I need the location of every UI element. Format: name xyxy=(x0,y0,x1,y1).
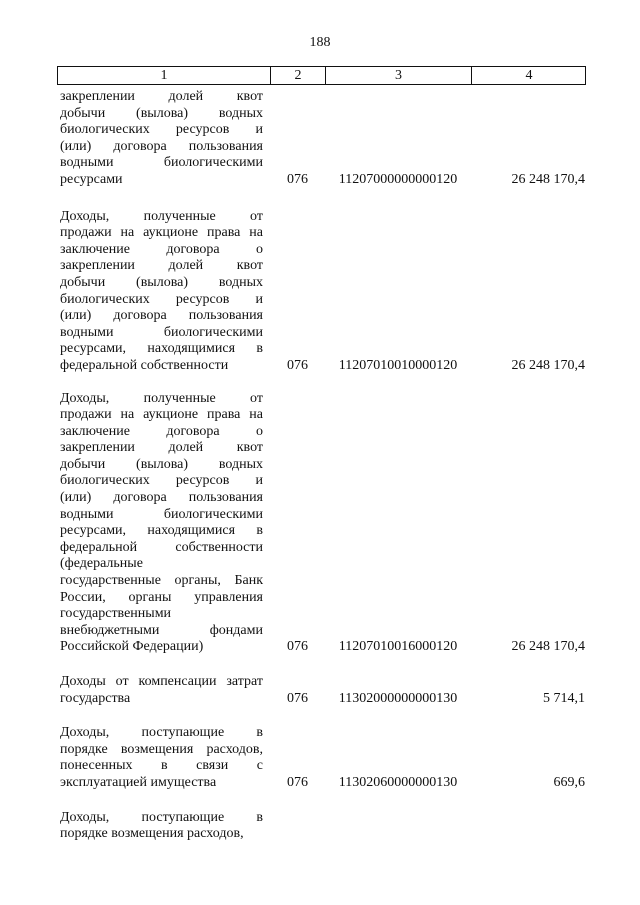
page-number: 188 xyxy=(309,35,331,50)
admin-code: 076 xyxy=(287,357,308,373)
admin-code: 076 xyxy=(287,690,308,706)
description-line: Доходы от компенсации затрат xyxy=(60,674,263,689)
table-row xyxy=(57,391,586,657)
description-line: (или) договора пользования xyxy=(60,308,263,324)
description-line: заключение договора о xyxy=(60,423,263,439)
description-line: заключение договора о xyxy=(60,241,263,257)
description-line: Доходы, поступающие в xyxy=(60,809,263,825)
admin-code: 076 xyxy=(287,774,308,790)
description-line: внебюджетными фондами xyxy=(60,622,263,638)
description-line: Доходы, полученные от xyxy=(60,208,263,224)
description-line: федеральной собственности xyxy=(60,357,229,373)
kbk-code: 11207000000000120 xyxy=(338,171,458,187)
description-line: Доходы, поступающие в xyxy=(60,725,263,741)
description-line: федеральной собственности xyxy=(60,539,263,555)
admin-code: 076 xyxy=(287,639,308,655)
table-row xyxy=(57,89,586,189)
amount-value: 26 248 170,4 xyxy=(511,171,585,187)
header-col-4: 4 xyxy=(525,68,533,83)
description-line: водными биологическими xyxy=(60,506,263,522)
description-line: ресурсами xyxy=(60,171,123,187)
table-row xyxy=(57,725,586,791)
description-line: ресурсами, находящимися в xyxy=(60,523,263,539)
description-line: порядке возмещения расходов, xyxy=(60,826,244,842)
kbk-code: 11207010010000120 xyxy=(338,357,458,373)
description-line: продажи на аукционе права на xyxy=(60,225,263,241)
description-line: государства xyxy=(60,690,131,706)
row-description xyxy=(57,810,263,843)
amount-value: 669,6 xyxy=(553,774,585,790)
header-col-3: 3 xyxy=(326,67,472,84)
description-line: Российской Федерации) xyxy=(60,639,204,655)
description-line: государственные органы, Банк xyxy=(60,573,263,589)
kbk-code: 11207010016000120 xyxy=(338,639,458,655)
description-line: понесенных в связи с xyxy=(60,758,263,774)
description-line: биологических ресурсов и xyxy=(60,291,263,307)
amount-value: 26 248 170,4 xyxy=(511,357,585,373)
row-description xyxy=(57,725,263,791)
description-line: государственными xyxy=(60,606,172,622)
description-line: Доходы, полученные от xyxy=(60,390,263,406)
description-line: эксплуатацией имущества xyxy=(60,774,217,790)
description-line: биологических ресурсов и xyxy=(60,473,263,489)
description-line: России, органы управления xyxy=(60,589,263,605)
table-row xyxy=(57,209,586,375)
amount-value: 5 714,1 xyxy=(543,690,585,706)
budget-table xyxy=(57,66,586,843)
description-line: добычи (вылова) водных xyxy=(60,105,263,121)
description-line: порядке возмещения расходов, xyxy=(60,741,263,757)
row-description xyxy=(57,209,263,375)
description-line: добычи (вылова) водных xyxy=(60,274,263,290)
description-line: ресурсами, находящимися в xyxy=(60,341,263,357)
description-line: (федеральные xyxy=(60,556,143,572)
header-col-2: 2 xyxy=(271,67,326,84)
kbk-code: 11302000000000130 xyxy=(338,690,458,706)
table-header xyxy=(57,66,586,85)
amount-value: 26 248 170,4 xyxy=(511,639,585,655)
row-description xyxy=(57,89,263,189)
kbk-code: 11302060000000130 xyxy=(338,774,458,790)
description-line: (или) договора пользования xyxy=(60,138,263,154)
description-line: закреплении долей квот xyxy=(60,258,263,274)
admin-code: 076 xyxy=(287,171,308,187)
row-description xyxy=(57,391,263,657)
description-line: закреплении долей квот xyxy=(60,440,263,456)
row-description xyxy=(57,674,263,707)
table-row xyxy=(57,810,586,843)
description-line: водными биологическими xyxy=(60,155,263,171)
description-line: водными биологическими xyxy=(60,324,263,340)
description-line: биологических ресурсов и xyxy=(60,122,263,138)
description-line: добычи (вылова) водных xyxy=(60,456,263,472)
description-line: закреплении долей квот xyxy=(60,89,263,104)
table-body xyxy=(57,89,586,843)
header-col-1: 1 xyxy=(58,67,271,84)
description-line: (или) договора пользования xyxy=(60,490,263,506)
table-row xyxy=(57,674,586,707)
description-line: продажи на аукционе права на xyxy=(60,407,263,423)
